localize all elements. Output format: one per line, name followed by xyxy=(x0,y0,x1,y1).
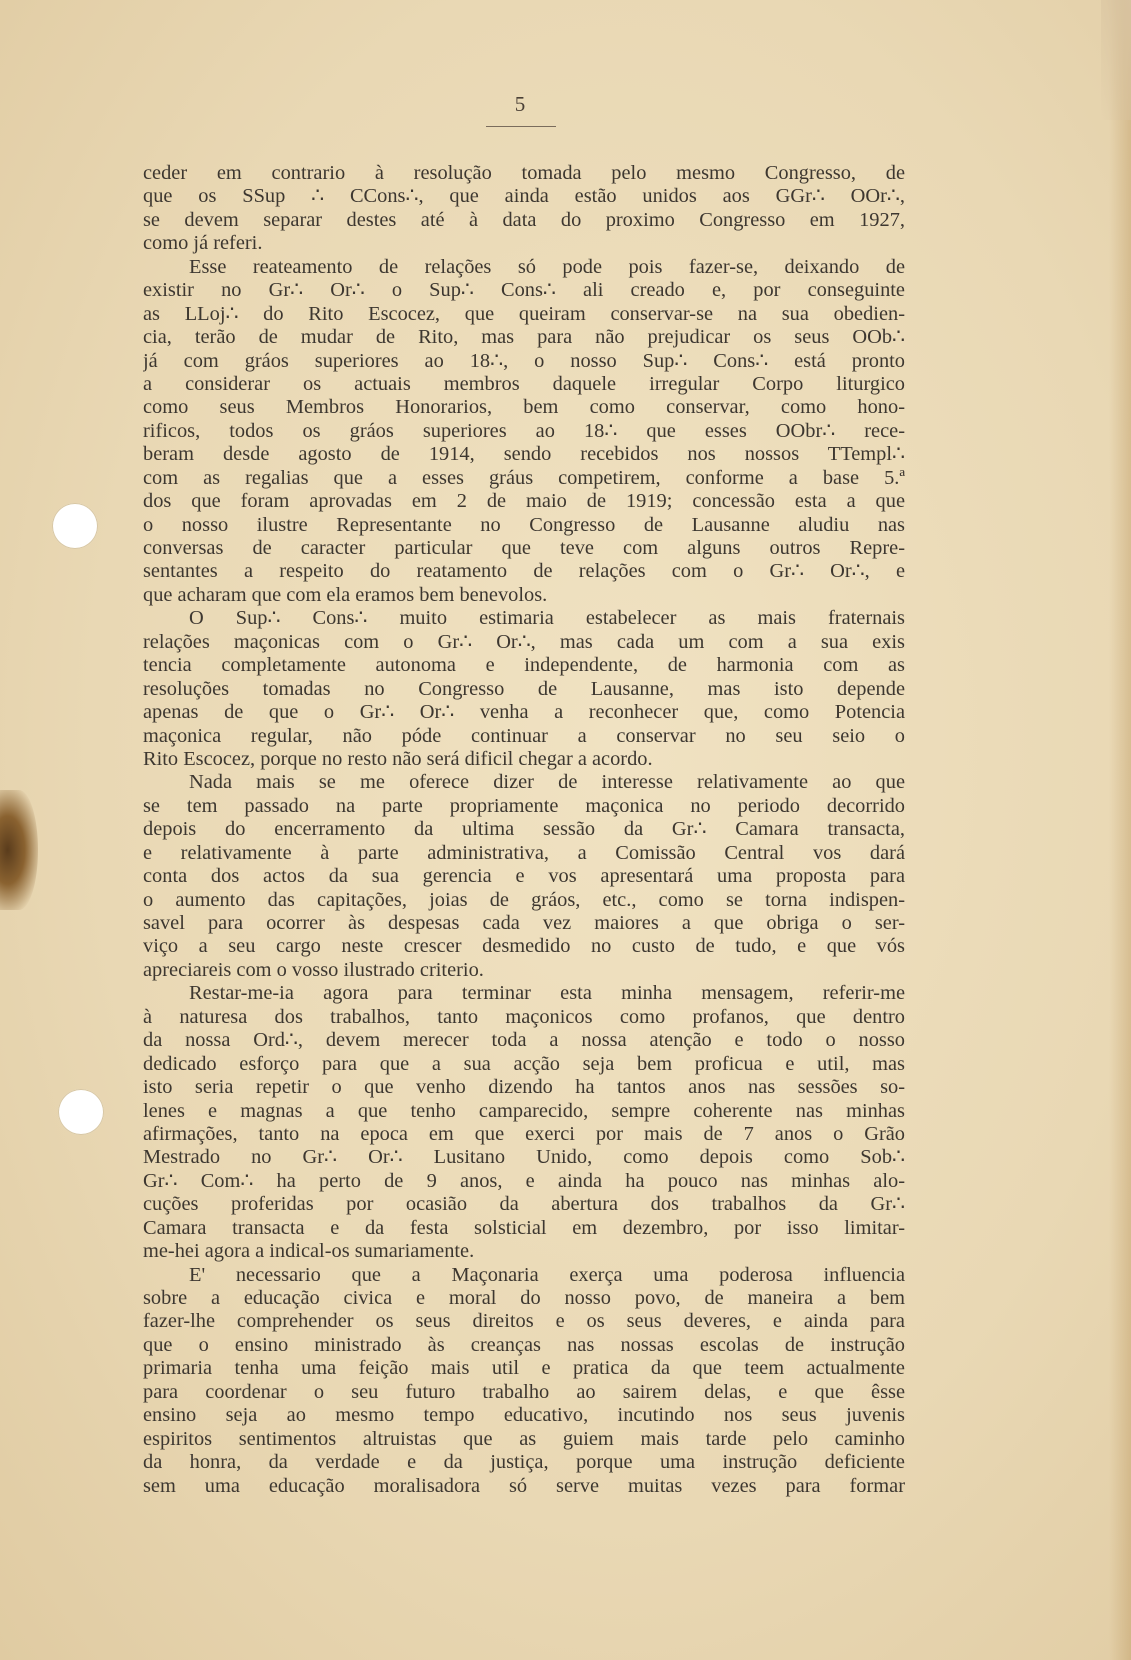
text-line: O Sup∴ Cons∴ muito estimaria estabelecer as mais fraternais xyxy=(189,607,905,630)
text-line: conta dos actos da sua gerencia e vos apresentará uma proposta para xyxy=(143,865,905,888)
page-edge-shadow xyxy=(1109,0,1131,1660)
page-number-rule xyxy=(486,126,556,127)
text-line: que acharam que com ela eramos bem benevolos. xyxy=(143,583,548,606)
text-line: da nossa Ord∴, devem merecer toda a nossa atenção e todo o nosso xyxy=(143,1029,905,1052)
text-line: maçonica regular, não póde continuar a conservar no seu seio o xyxy=(143,724,905,747)
text-line: que os SSup ∴ CCons∴, que ainda estão unidos aos GGr∴ OOr∴, xyxy=(143,185,905,208)
text-line: cuções proferidas por ocasião da abertura dos trabalhos da Gr∴ xyxy=(143,1193,905,1216)
text-line: sentantes a respeito do reatamento de relações com o Gr∴ Or∴, e xyxy=(143,560,905,583)
text-line: se tem passado na parte propriamente maçonica no periodo decorrido xyxy=(143,794,905,817)
text-line: à naturesa dos trabalhos, tanto maçonicos como profanos, que dentro xyxy=(143,1005,905,1028)
text-line: dos que foram aprovadas em 2 de maio de 1919; concessão esta a que xyxy=(143,490,905,513)
text-line: afirmações, tanto na epoca em que exerci por mais de 7 anos o Grão xyxy=(143,1122,905,1145)
text-line: fazer-lhe comprehender os seus direitos e os seus deveres, e ainda para xyxy=(143,1310,905,1333)
text-line: cia, terão de mudar de Rito, mas para não prejudicar os seus OOb∴ xyxy=(143,326,905,349)
text-line: savel para ocorrer às despesas cada vez maiores a que obriga o ser- xyxy=(143,912,905,934)
text-line: resoluções tomadas no Congresso de Lausanne, mas isto depende xyxy=(143,677,905,700)
text-line: beram desde agosto de 1914, sendo recebidos nos nossos TTempl∴ xyxy=(143,443,905,466)
text-line: lenes e magnas a que tenho camparecido, sempre coherente nas minhas xyxy=(143,1099,905,1122)
text-line: sem uma educação moralisadora só serve muitas vezes para formar xyxy=(143,1474,905,1497)
text-line: o nosso ilustre Representante no Congresso de Lausanne aludiu nas xyxy=(143,513,905,536)
text-line: existir no Gr∴ Or∴ o Sup∴ Cons∴ ali creado e, por conseguinte xyxy=(143,279,905,302)
text-line: já com gráos superiores ao 18∴, o nosso Sup∴ Cons∴ está pronto xyxy=(143,349,905,372)
page-number: 5 xyxy=(514,92,526,116)
body-text xyxy=(143,162,905,1498)
text-line: Nada mais se me oferece dizer de interesse relativamente ao que xyxy=(189,771,905,794)
text-line: E' necessario que a Maçonaria exerça uma poderosa influencia xyxy=(189,1263,905,1286)
text-line: e relativamente à parte administrativa, a Comissão Central vos dará xyxy=(143,841,905,864)
text-line: espiritos sentimentos altruistas que as guiem mais tarde pelo caminho xyxy=(143,1427,905,1450)
text-line: Rito Escocez, porque no resto não será dificil chegar a acordo. xyxy=(143,747,653,770)
text-line: rificos, todos os gráos superiores ao 18∴ que esses OObr∴ rece- xyxy=(143,419,905,442)
text-line: tencia completamente autonoma e independente, de harmonia com as xyxy=(143,654,905,677)
text-line: dedicado esforço para que a sua acção seja bem proficua e util, mas xyxy=(143,1052,905,1075)
text-line: primaria tenha uma feição mais util e pratica da que teem actualmente xyxy=(143,1357,905,1380)
text-line: Esse reateamento de relações só pode pois fazer-se, deixando de xyxy=(189,255,905,278)
text-line: Restar-me-ia agora para terminar esta minha mensagem, referir-me xyxy=(189,982,905,1005)
text-line: que o ensino ministrado às creanças nas nossas escolas de instrução xyxy=(143,1333,905,1356)
text-line: ensino seja ao mesmo tempo educativo, incutindo nos seus juvenis xyxy=(143,1404,905,1427)
text-line: como seus Membros Honorarios, bem como conservar, como hono- xyxy=(143,396,905,419)
text-line: ceder em contrario à resolução tomada pelo mesmo Congresso, de xyxy=(143,162,905,184)
text-line: relações maçonicas com o Gr∴ Or∴, mas cada um com a sua exis xyxy=(143,630,905,653)
text-line: as LLoj∴ do Rito Escocez, que queiram conservar-se na sua obedien- xyxy=(143,302,905,325)
text-line: o aumento das capitações, joias de gráos, etc., como se torna indispen- xyxy=(143,888,905,911)
text-line: da honra, da verdade e da justiça, porque uma instrução deficiente xyxy=(143,1451,905,1474)
text-line: apreciareis com o vosso ilustrado criterio. xyxy=(143,958,484,981)
paper-wear xyxy=(1101,0,1131,120)
punch-hole-lower xyxy=(58,1089,104,1135)
text-line: depois do encerramento da ultima sessão da Gr∴ Camara transacta, xyxy=(143,818,905,841)
text-line: conversas de caracter particular que teve com alguns outros Repre- xyxy=(143,537,905,559)
text-line: se devem separar destes até à data do proximo Congresso em 1927, xyxy=(143,208,905,231)
text-line: Gr∴ Com∴ ha perto de 9 anos, e ainda ha pouco nas minhas alo- xyxy=(143,1169,905,1192)
punch-hole-upper xyxy=(52,503,98,549)
text-line: isto seria repetir o que venho dizendo ha tantos anos nas sessões so- xyxy=(143,1076,905,1099)
text-line: com as regalias que a esses gráus competirem, conforme a base 5.ª xyxy=(143,466,905,489)
text-line: viço a seu cargo neste crescer desmedido no custo de tudo, e que vós xyxy=(143,935,905,958)
text-line: Mestrado no Gr∴ Or∴ Lusitano Unido, como depois como Sob∴ xyxy=(143,1146,905,1169)
text-line: a considerar os actuais membros daquele irregular Corpo liturgico xyxy=(143,372,905,395)
text-line: como já referi. xyxy=(143,232,263,255)
paper-stain xyxy=(0,790,38,910)
text-line: me-hei agora a indical-os sumariamente. xyxy=(143,1240,475,1263)
text-line: sobre a educação civica e moral do nosso povo, de maneira a bem xyxy=(143,1287,905,1309)
text-line: apenas de que o Gr∴ Or∴ venha a reconhecer que, como Potencia xyxy=(143,701,905,724)
text-line: Camara transacta e da festa solsticial em dezembro, por isso limitar- xyxy=(143,1216,905,1239)
text-line: para coordenar o seu futuro trabalho ao sairem delas, e que êsse xyxy=(143,1380,905,1403)
